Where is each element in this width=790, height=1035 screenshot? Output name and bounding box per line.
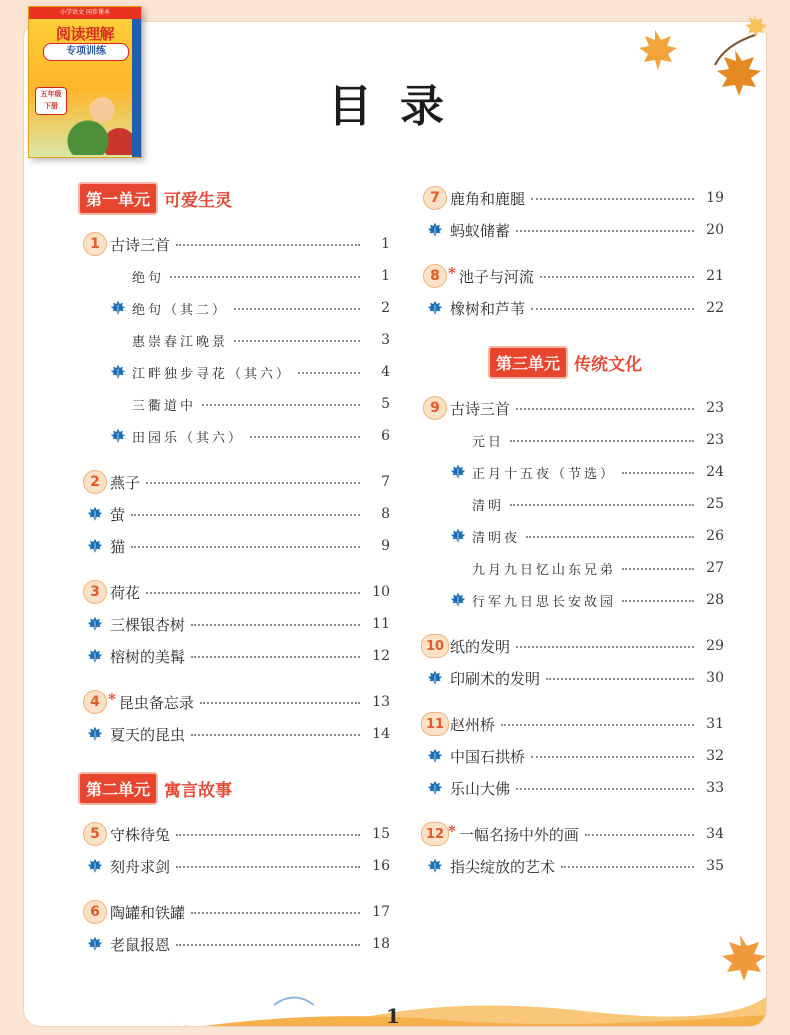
lesson-number-badge: 1 (83, 232, 107, 256)
page-number: 1 (381, 268, 390, 284)
maple-leaf-icon (110, 364, 126, 380)
page-number: 14 (372, 726, 390, 742)
maple-leaf-icon (87, 726, 103, 742)
entry-title: 江畔独步寻花（其六） (132, 366, 293, 382)
toc-entry-poem[interactable] (420, 520, 724, 552)
entry-title: 古诗三首 (110, 235, 171, 254)
toc-entry-poem[interactable] (420, 584, 724, 616)
page-number: 28 (706, 592, 724, 608)
maple-leaf-icon (450, 592, 466, 608)
page-number: 18 (372, 936, 390, 952)
toc-entry-extended[interactable] (420, 740, 724, 772)
toc-entry-poem[interactable] (420, 488, 724, 520)
cover-illustration (67, 85, 137, 155)
unit-name: 传统文化 (574, 354, 643, 375)
entry-title: 清明夜 (472, 530, 521, 546)
toc-entry-lesson-4[interactable] (80, 686, 390, 718)
entry-title: 绝句（其二） (132, 302, 229, 318)
page-number: 35 (706, 858, 724, 874)
leader-dots (298, 371, 360, 374)
cover-subtitle: 专项训练 (43, 43, 129, 61)
toc-entry-lesson-2[interactable] (80, 466, 390, 498)
entry-title: 中国石拱桥 (450, 747, 526, 766)
maple-leaf-icon (87, 858, 103, 874)
entry-title: 燕子 (110, 473, 141, 492)
leader-dots (622, 567, 694, 570)
maple-leaf-icon (427, 748, 443, 764)
entry-title: 鹿角和鹿腿 (450, 189, 526, 208)
lesson-number-badge: 3 (83, 580, 107, 604)
leader-dots (516, 407, 694, 410)
leader-dots (176, 943, 360, 946)
entry-title: 古诗三首 (450, 399, 511, 418)
entry-title: 乐山大佛 (450, 779, 511, 798)
entry-title: 绝句 (132, 270, 165, 286)
page-number: 26 (706, 528, 724, 544)
cover-grade-badge (35, 87, 67, 115)
leader-dots (200, 701, 360, 704)
toc-right-column (420, 182, 724, 882)
page-number: 17 (372, 904, 390, 920)
page-number: 2 (381, 300, 390, 316)
toc-entry-poem[interactable] (80, 356, 390, 388)
entry-title: 陶罐和铁罐 (110, 903, 186, 922)
leader-dots (191, 655, 360, 658)
page-number: 23 (706, 400, 724, 416)
maple-leaf-icon (450, 464, 466, 480)
page-number: 10 (372, 584, 390, 600)
unit-tag: 第二单元 (80, 774, 156, 803)
unit-header-2 (80, 772, 390, 804)
toc-entry-extended[interactable] (420, 772, 724, 804)
toc-entry-extended[interactable] (80, 640, 390, 672)
lesson-number-badge: 10 (421, 634, 449, 658)
leader-dots (176, 243, 360, 246)
page-number: 31 (706, 716, 724, 732)
leader-dots (131, 513, 360, 516)
lesson-number-badge: 9 (423, 396, 447, 420)
toc-entry-extended[interactable] (420, 214, 724, 246)
entry-title: 赵州桥 (450, 715, 496, 734)
page-number: 6 (381, 428, 390, 444)
maple-leaf-icon (427, 670, 443, 686)
entry-title: 三棵银杏树 (110, 615, 186, 634)
leader-dots (510, 439, 694, 442)
toc-left-column (80, 182, 390, 960)
entry-title: 猫 (110, 537, 126, 556)
maple-leaf-icon (87, 538, 103, 554)
unit-header-3 (420, 346, 724, 378)
cover-spine (132, 19, 141, 157)
page-number: 30 (706, 670, 724, 686)
page-number: 5 (381, 396, 390, 412)
page-number: 19 (706, 190, 724, 206)
lesson-number-badge: 11 (421, 712, 449, 736)
entry-title: 行军九日思长安故园 (472, 594, 617, 610)
toc-entry-extended[interactable] (80, 850, 390, 882)
page-number: 34 (706, 826, 724, 842)
toc-entry-extended[interactable] (80, 498, 390, 530)
cover-grade: 五年级 (40, 90, 62, 98)
maple-leaf-icon (110, 428, 126, 444)
unit-header-1 (80, 182, 390, 214)
toc-entry-lesson-6[interactable] (80, 896, 390, 928)
maple-leaf-icon (87, 648, 103, 664)
cover-top-strip: 小学语文 同步课本 (29, 7, 141, 19)
page-number: 3 (381, 332, 390, 348)
leader-dots (234, 339, 360, 342)
leader-dots (540, 275, 694, 278)
toc-entry-lesson-7[interactable] (420, 182, 724, 214)
leader-dots (526, 535, 694, 538)
toc-entry-extended[interactable] (420, 850, 724, 882)
entry-title: 三衢道中 (132, 398, 197, 414)
page-number: 22 (706, 300, 724, 316)
leader-dots (250, 435, 360, 438)
lesson-number-badge: 7 (423, 186, 447, 210)
toc-entry-poem[interactable] (80, 292, 390, 324)
leader-dots (516, 787, 694, 790)
toc-entry-lesson-5[interactable] (80, 818, 390, 850)
book-cover-image (28, 6, 142, 158)
lesson-number-badge: 12 (421, 822, 449, 846)
leader-dots (146, 481, 360, 484)
leader-dots (234, 307, 360, 310)
page-number: 20 (706, 222, 724, 238)
unit-name: 可爱生灵 (164, 190, 233, 211)
entry-title: 池子与河流 (458, 267, 534, 286)
leader-dots (176, 865, 360, 868)
entry-title: 萤 (110, 505, 126, 524)
toc-entry-lesson-11[interactable] (420, 708, 724, 740)
leader-dots (622, 471, 694, 474)
toc-entry-lesson-3[interactable] (80, 576, 390, 608)
toc-entry-extended[interactable] (420, 292, 724, 324)
lesson-number-badge: 5 (83, 822, 107, 846)
toc-entry-lesson-10[interactable] (420, 630, 724, 662)
maple-leaves-decoration-icon (615, 10, 775, 100)
page-number: 15 (372, 826, 390, 842)
toc-entry-lesson-8[interactable] (420, 260, 724, 292)
entry-title: 荷花 (110, 583, 141, 602)
leader-dots (176, 833, 360, 836)
toc-entry-poem[interactable] (420, 456, 724, 488)
entry-title: 老鼠报恩 (110, 935, 171, 954)
optional-star-icon: * (108, 690, 116, 708)
entry-title: 清明 (472, 498, 505, 514)
entry-title: 榕树的美髯 (110, 647, 186, 666)
entry-title: 一幅名扬中外的画 (458, 825, 579, 844)
page-number: 12 (372, 648, 390, 664)
leader-dots (531, 755, 694, 758)
cover-term: 下册 (44, 102, 58, 110)
page-number: 23 (706, 432, 724, 448)
maple-leaf-icon (87, 936, 103, 952)
leader-dots (191, 623, 360, 626)
page-number: 29 (706, 638, 724, 654)
maple-leaf-icon (87, 616, 103, 632)
page-number: 27 (706, 560, 724, 576)
entry-title: 田园乐（其六） (132, 430, 245, 446)
page-number: 7 (381, 474, 390, 490)
entry-title: 惠崇春江晚景 (132, 334, 229, 350)
page-title: 目录 (328, 81, 472, 132)
toc-entry-extended[interactable] (80, 608, 390, 640)
maple-leaf-icon (427, 858, 443, 874)
maple-leaf-icon (427, 222, 443, 238)
page-number: 11 (372, 616, 390, 632)
page-number: 4 (381, 364, 390, 380)
leader-dots (585, 833, 694, 836)
lesson-number-badge: 6 (83, 900, 107, 924)
toc-entry-poem[interactable] (420, 552, 724, 584)
page-number: 25 (706, 496, 724, 512)
toc-entry-extended[interactable] (80, 718, 390, 750)
entry-title: 守株待兔 (110, 825, 171, 844)
leader-dots (516, 645, 694, 648)
lesson-number-badge: 8 (423, 264, 447, 288)
cover-title: 阅读理解 (55, 25, 114, 43)
page-number: 33 (706, 780, 724, 796)
leader-dots (510, 503, 694, 506)
unit-tag: 第一单元 (80, 184, 156, 213)
toc-entry-extended[interactable] (80, 530, 390, 562)
entry-title: 印刷术的发明 (450, 669, 541, 688)
toc-entry-extended[interactable] (80, 928, 390, 960)
page-number: 1 (381, 236, 390, 252)
leader-dots (191, 733, 360, 736)
maple-leaf-icon (427, 780, 443, 796)
toc-entry-poem[interactable] (80, 324, 390, 356)
entry-title: 夏天的昆虫 (110, 725, 186, 744)
leader-dots (561, 865, 694, 868)
leader-dots (146, 591, 360, 594)
page-number: 21 (706, 268, 724, 284)
unit-tag: 第三单元 (490, 348, 566, 377)
toc-entry-lesson-12[interactable] (420, 818, 724, 850)
entry-title: 正月十五夜（节选） (472, 466, 617, 482)
toc-entry-lesson-9[interactable] (420, 392, 724, 424)
entry-title: 九月九日忆山东兄弟 (472, 562, 617, 578)
leader-dots (546, 677, 694, 680)
maple-leaf-icon (87, 506, 103, 522)
leader-dots (531, 197, 694, 200)
toc-entry-poem[interactable] (80, 420, 390, 452)
entry-title: 刻舟求剑 (110, 857, 171, 876)
maple-leaf-icon (427, 300, 443, 316)
toc-entry-lesson-1[interactable] (80, 228, 390, 260)
toc-entry-extended[interactable] (420, 662, 724, 694)
optional-star-icon: * (448, 264, 456, 282)
entry-title: 蚂蚁储蓄 (450, 221, 511, 240)
maple-leaf-icon (110, 300, 126, 316)
maple-leaf-icon (450, 528, 466, 544)
optional-star-icon: * (448, 822, 456, 840)
page-footer-number: 1 (386, 1004, 400, 1028)
leader-dots (516, 229, 694, 232)
toc-entry-poem[interactable] (80, 260, 390, 292)
page-number: 16 (372, 858, 390, 874)
entry-title: 纸的发明 (450, 637, 511, 656)
toc-entry-poem[interactable] (420, 424, 724, 456)
leader-dots (531, 307, 694, 310)
lesson-number-badge: 4 (83, 690, 107, 714)
leader-dots (191, 911, 360, 914)
leader-dots (170, 275, 360, 278)
leader-dots (202, 403, 360, 406)
leader-dots (622, 599, 694, 602)
entry-title: 昆虫备忘录 (118, 693, 194, 712)
entry-title: 元日 (472, 434, 505, 450)
page-number: 9 (381, 538, 390, 554)
page-number: 13 (372, 694, 390, 710)
page-number: 24 (706, 464, 724, 480)
unit-name: 寓言故事 (164, 780, 233, 801)
leader-dots (501, 723, 694, 726)
leader-dots (131, 545, 360, 548)
page-number: 8 (381, 506, 390, 522)
toc-entry-poem[interactable] (80, 388, 390, 420)
lesson-number-badge: 2 (83, 470, 107, 494)
page-number: 32 (706, 748, 724, 764)
entry-title: 指尖绽放的艺术 (450, 857, 556, 876)
entry-title: 橡树和芦苇 (450, 299, 526, 318)
